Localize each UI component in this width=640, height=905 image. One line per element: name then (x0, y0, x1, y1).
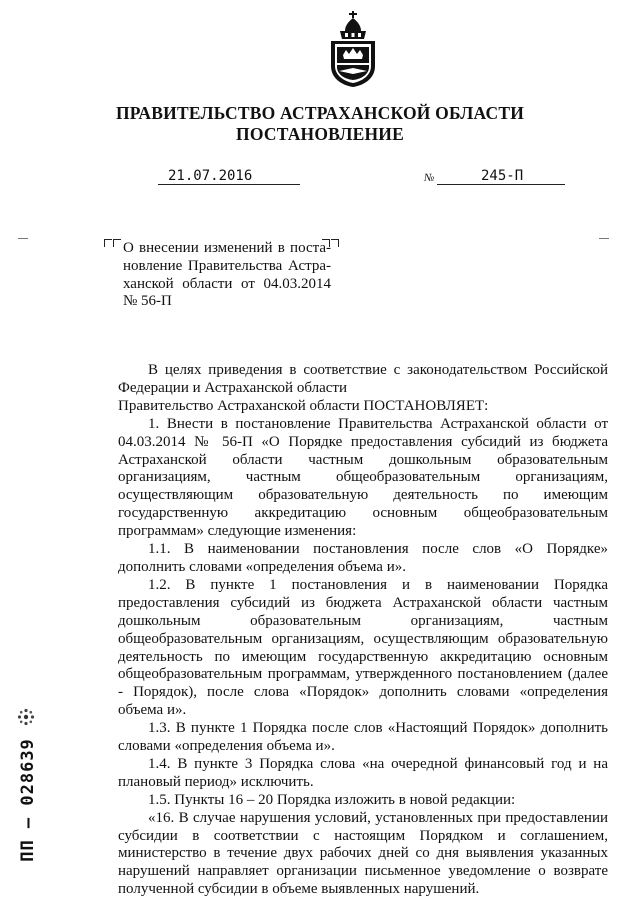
body-paragraph: 1.5. Пункты 16 – 20 Порядка изложить в новой редакции: (148, 791, 516, 808)
subject-line: № 56-П (123, 293, 172, 310)
body-paragraph: 1.1. В наименовании постановления после слов «О Порядке» дополнить словами «определения объема и». (118, 541, 608, 575)
document-body (118, 362, 608, 899)
fold-mark-left (18, 238, 28, 239)
body-paragraph: 1.3. В пункте 1 Порядка после слов «Настоящий Порядок» дополнить словами «определения объема и». (118, 720, 608, 755)
subject-line: ханской области от 04.03.2014 (123, 275, 331, 292)
body-paragraph: 1.4. В пункте 3 Порядка слова «на очередной финансовый год и на плановый период» исключить. (118, 755, 608, 790)
registration-code-vertical: ПП – 028639 (18, 738, 38, 862)
body-paragraph: 1.2. В пункте 1 постановления и в наименовании Порядка предоставления субсидий из бюджета Астраханской области частным дошкольным образовательным организациям, частным общеобразовательным организациям, осуществляющим образовательную деятельность по имеющим государственную аккредитацию основным общеобразовательным программам, утвержденного постановлением (далее - Порядок), после слова «Порядок» дополнить словами «определения объема и». (118, 576, 608, 719)
body-paragraph: «16. В случае нарушения условий, установленных при предоставлении субсидии в соответствии с настоящим Порядком и соглашением, министерство в течение двух рабочих дней со дня выявления указанных нарушений направляет организации письменное уведомление о возврате полученной субсидии в объеме выявленных нарушений. (118, 809, 608, 898)
organization-title: ПРАВИТЕЛЬСТВО АСТРАХАНСКОЙ ОБЛАСТИ (115, 103, 525, 123)
body-paragraph: В целях приведения в соответствие с законодательством Российской Федерации и Астраханской области (118, 362, 608, 396)
body-paragraph: 1. Внести в постановление Правительства Астраханской области от 04.03.2014 № 56-П «О Порядке предоставления субсидий из бюджета Астраханской области частным дошкольным образовательным организациям, частным общеобразовательным организациям, осуществляющим образовательную деятельность по имеющим государственную аккредитацию основным общеобразовательным программам» следующие изменения: (118, 415, 608, 540)
document-type-title: ПОСТАНОВЛЕНИЕ (236, 124, 404, 144)
subject-bracket-top-left-outer (104, 239, 112, 247)
seal-stamp-icon (16, 707, 36, 727)
document-number: 245-П (437, 168, 565, 185)
number-sign: № (424, 172, 435, 184)
document-date: 21.07.2016 (158, 168, 300, 185)
subject-line: новление Правительства Астра- (123, 257, 331, 274)
document-subject (123, 240, 331, 311)
subject-bracket-top-right-outer (331, 239, 339, 247)
fold-mark-right (599, 238, 609, 239)
astrakhan-coat-of-arms-emblem (327, 10, 379, 88)
subject-line: О внесении изменений в поста- (123, 240, 331, 256)
subject-bracket-top-left-inner (113, 239, 121, 247)
body-paragraph: Правительство Астраханской области ПОСТАНОВЛЯЕТ: (118, 397, 489, 414)
